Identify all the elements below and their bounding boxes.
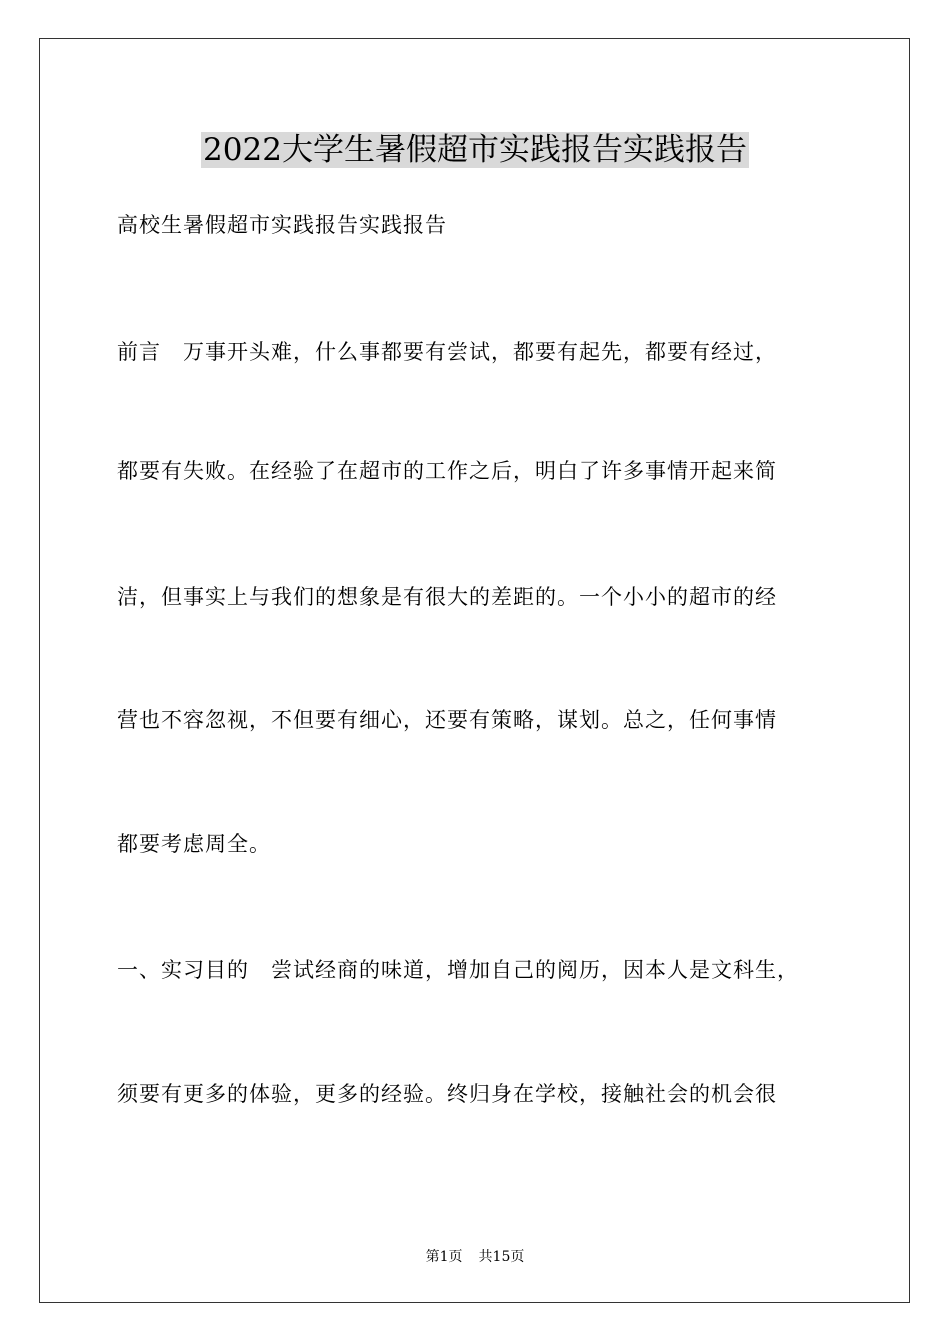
body-line: 都要有失败。在经验了在超市的工作之后，明白了许多事情开起来简: [117, 459, 777, 483]
body-line: 都要考虑周全。: [117, 832, 271, 856]
document-title-text: 2022大学生暑假超市实践报告实践报告: [203, 132, 747, 168]
body-line: 营也不容忽视，不但要有细心，还要有策略，谋划。总之，任何事情: [117, 708, 777, 732]
body-line: 一、实习目的 尝试经商的味道，增加自己的阅历，因本人是文科生，: [117, 958, 799, 982]
body-line: 洁，但事实上与我们的想象是有很大的差距的。一个小小的超市的经: [117, 585, 777, 609]
body-line: 须要有更多的体验，更多的经验。终归身在学校，接触社会的机会很: [117, 1082, 777, 1106]
page-number-current: 第1页: [425, 1249, 463, 1265]
page-footer: [0, 1247, 950, 1267]
body-line: 前言 万事开头难，什么事都要有尝试，都要有起先，都要有经过，: [117, 340, 777, 364]
page-number-total: 共15页: [478, 1249, 525, 1265]
document-title: [0, 128, 950, 172]
body-line: 高校生暑假超市实践报告实践报告: [117, 213, 447, 237]
